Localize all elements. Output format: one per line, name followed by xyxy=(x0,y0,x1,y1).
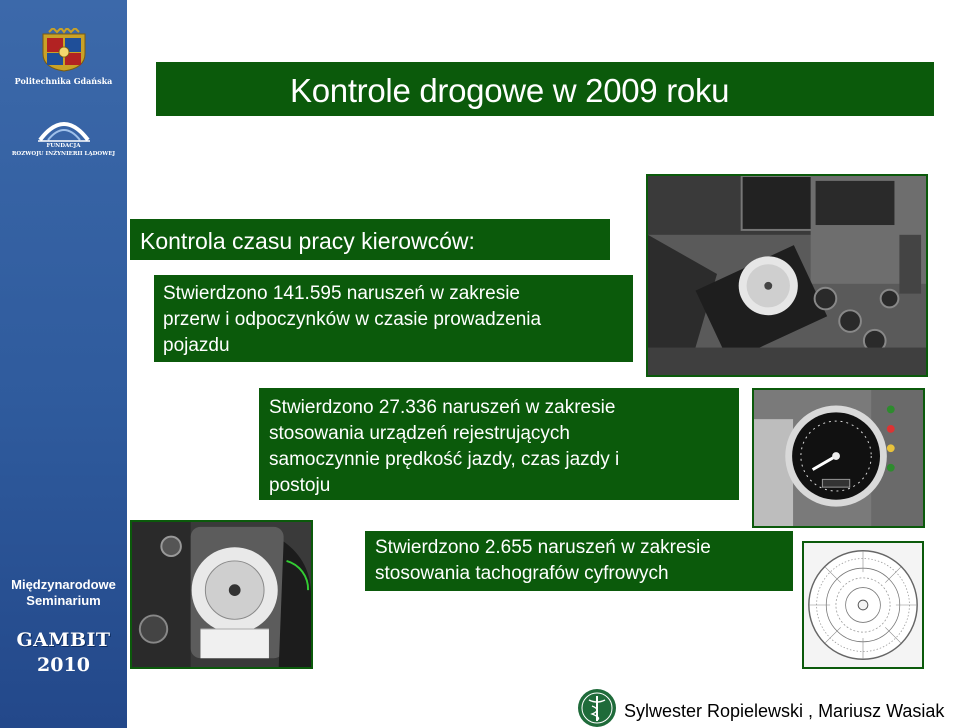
foundation-name xyxy=(0,142,127,158)
event-year: 2010 xyxy=(37,654,90,676)
arch-bridge-icon xyxy=(36,114,92,144)
section-heading-box xyxy=(130,219,610,260)
sidebar xyxy=(0,0,127,728)
speedometer-photo xyxy=(752,388,925,528)
text-line: stosowania tachografów cyfrowych xyxy=(375,563,669,584)
text-line: Stwierdzono 2.655 naruszeń w zakresie xyxy=(375,537,711,558)
slide-title: Kontrole drogowe w 2009 roku xyxy=(290,72,730,109)
dashboard-tachograph-photo xyxy=(646,174,928,377)
tachograph-disc-photo xyxy=(802,541,924,669)
violations-recorders-box xyxy=(259,388,739,500)
text-line: postoju xyxy=(269,475,331,496)
text-line: przerw i odpoczynków w czasie prowadzenia xyxy=(163,309,542,330)
text-line: Stwierdzono 141.595 naruszeń w zakresie xyxy=(163,283,520,304)
section-heading: Kontrola czasu pracy kierowców: xyxy=(140,228,475,254)
text-line: pojazdu xyxy=(163,335,230,356)
analog-tachograph-photo xyxy=(130,520,313,669)
seminar-line-2: Seminarium xyxy=(26,593,101,608)
caduceus-logo-icon xyxy=(577,688,617,728)
authors-footer: Sylwester Ropielewski , Mariusz Wasiak xyxy=(624,701,945,721)
seminar-label xyxy=(0,577,127,609)
foundation-line-2: ROZWOJU INŻYNIERII LĄDOWEJ xyxy=(11,151,116,157)
event-name: GAMBIT xyxy=(16,629,111,651)
foundation-line-1: FUNDACJA xyxy=(46,143,81,149)
violations-breaks-text xyxy=(163,281,541,359)
seminar-line-1: Międzynarodowe xyxy=(11,577,116,592)
title-bar xyxy=(156,62,934,116)
text-line: Stwierdzono 27.336 naruszeń w zakresie xyxy=(269,397,616,418)
violations-recorders-text xyxy=(269,395,619,499)
text-line: samoczynnie prędkość jazdy, czas jazdy i xyxy=(269,449,620,470)
text-line: stosowania urządzeń rejestrujących xyxy=(269,423,570,444)
university-name: Politechnika Gdańska xyxy=(14,76,113,86)
violations-digital-box xyxy=(365,531,793,591)
violations-digital-text xyxy=(375,535,711,587)
crest-icon xyxy=(39,28,89,72)
violations-breaks-box xyxy=(154,275,633,362)
